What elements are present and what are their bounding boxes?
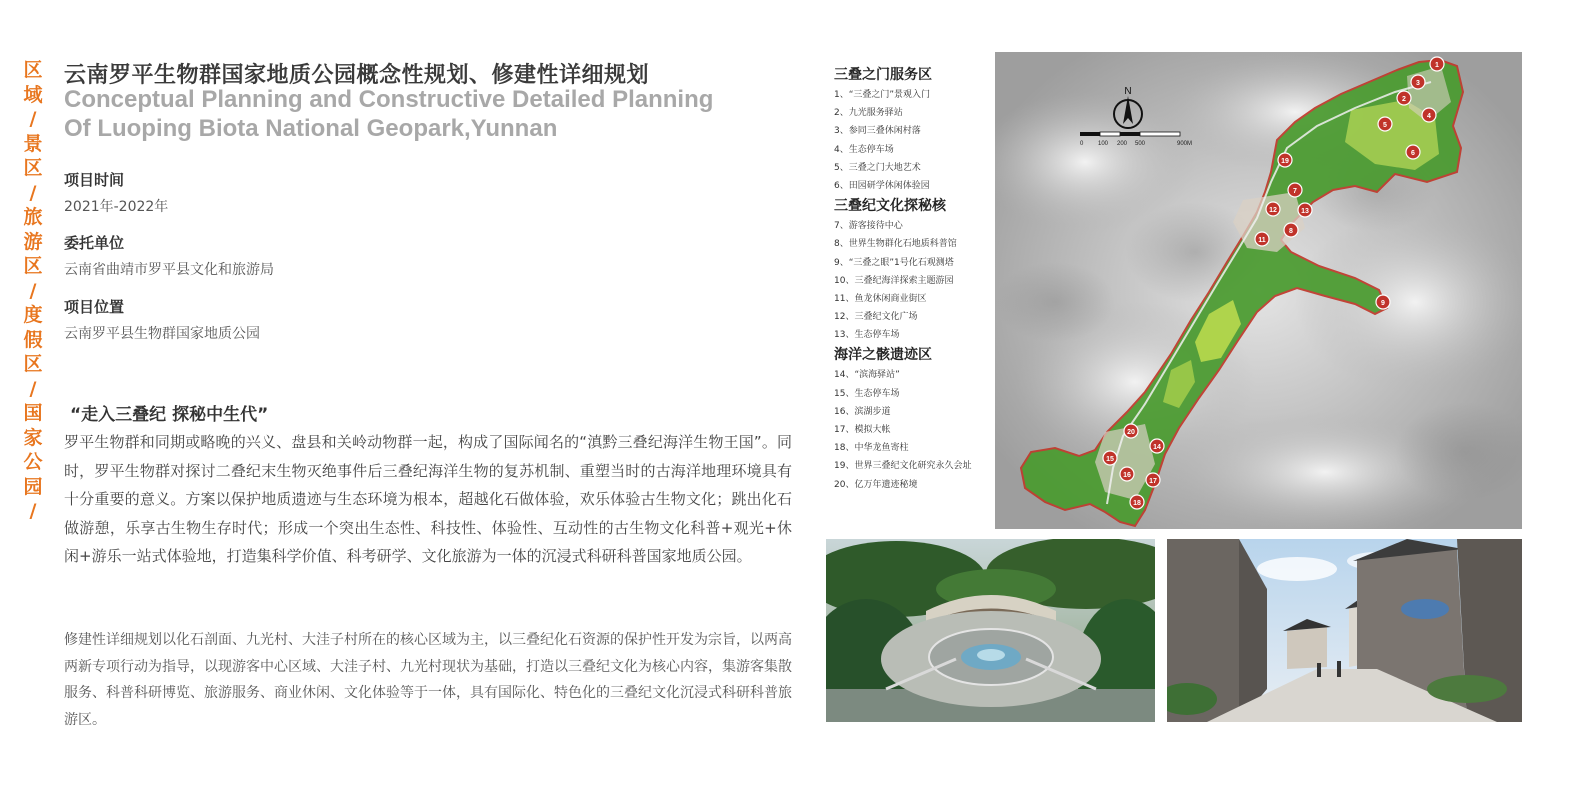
map-marker	[1378, 117, 1392, 131]
map-marker	[1298, 203, 1312, 217]
client-value: 云南省曲靖市罗平县文化和旅游局	[64, 262, 274, 278]
side-tag-char: 游	[23, 230, 43, 253]
location-label: 项目位置	[64, 298, 125, 316]
legend-item: 3、参同三叠休闲村落	[834, 126, 921, 137]
side-tag-char: 旅	[23, 206, 43, 228]
side-tag-char: 区	[23, 157, 43, 179]
side-tag-char: 区	[23, 255, 43, 277]
map-marker	[1255, 232, 1269, 246]
map-marker-label: 14	[1153, 444, 1161, 451]
side-tag-char: 假	[23, 328, 43, 351]
side-tag-char: 区	[23, 353, 43, 375]
map-marker-label: 19	[1281, 158, 1289, 165]
slogan: “走入三叠纪 探秘中生代”	[70, 405, 269, 425]
scale-label: 200	[1117, 141, 1128, 147]
location-value: 云南罗平县生物群国家地质公园	[64, 326, 260, 342]
side-tag-char: 域	[23, 83, 43, 106]
scale-label: 0	[1080, 141, 1084, 147]
map-marker-label: 5	[1383, 122, 1387, 129]
legend-item: 8、世界生物群化石地质科普馆	[834, 239, 957, 250]
legend-item: 20、亿万年遗迹秘境	[834, 479, 918, 490]
legend-item: 9、“三叠之眼”1号化石观测塔	[834, 257, 954, 268]
map-marker	[1284, 223, 1298, 237]
map-marker	[1288, 183, 1302, 197]
map-marker-label: 12	[1269, 207, 1277, 214]
legend-item: 11、鱼龙休闲商业街区	[834, 293, 927, 304]
side-tag-char: 度	[23, 304, 43, 326]
side-tag-char: 园	[23, 475, 43, 498]
title-english-line-1: Conceptual Planning and Constructive Detailed Planning	[64, 86, 714, 113]
side-tag-char: 公	[23, 451, 43, 473]
legend-item: 17、模拟大帐	[834, 425, 891, 435]
map-marker	[1411, 75, 1425, 89]
legend-group-title: 三叠之门服务区	[834, 67, 932, 83]
map-marker-label: 9	[1381, 300, 1385, 307]
map-marker-label: 13	[1301, 208, 1309, 215]
map-marker	[1146, 473, 1160, 487]
map-marker	[1422, 108, 1436, 122]
legend-item: 12、三叠纪文化广场	[834, 312, 918, 323]
map-marker-label: 2	[1402, 96, 1406, 103]
legend-group-title: 三叠纪文化探秘核	[834, 198, 946, 215]
side-tag-char: 区	[23, 59, 43, 81]
village-street-render	[1167, 539, 1522, 722]
legend-group-title: 海洋之骸遗迹区	[834, 347, 932, 364]
map-marker-label: 4	[1427, 113, 1431, 120]
page-title-english	[64, 86, 713, 143]
map-marker-label: 6	[1411, 150, 1415, 157]
legend-item: 10、三叠纪海洋探索主题游园	[834, 275, 954, 286]
map-marker	[1150, 439, 1164, 453]
side-tag-char: /	[29, 500, 37, 522]
legend-item: 13、生态停车场	[834, 330, 900, 341]
map-marker-label: 7	[1293, 188, 1297, 195]
legend-item: 14、“滨海驿站”	[834, 370, 900, 381]
visitor-center-render-graphic	[826, 539, 1155, 722]
side-tag-char: 景	[23, 132, 43, 155]
map-legend	[834, 64, 994, 494]
side-tag-char: 国	[23, 402, 43, 424]
client-label: 委托单位	[64, 234, 125, 252]
map-marker	[1124, 424, 1138, 438]
legend-item: 5、三叠之门大地艺术	[834, 162, 921, 173]
side-category-tag	[22, 58, 44, 524]
side-tag-char: /	[29, 377, 37, 400]
map-marker-label: 3	[1416, 80, 1420, 87]
side-tag-char: 家	[23, 426, 43, 449]
map-marker-label: 18	[1133, 500, 1141, 507]
legend-item: 6、田园研学休闲体验园	[834, 180, 930, 191]
map-marker	[1266, 202, 1280, 216]
visitor-center-aerial-render	[826, 539, 1155, 722]
map-marker-label: 1	[1435, 62, 1439, 69]
map-marker	[1406, 145, 1420, 159]
map-marker-label: 17	[1149, 478, 1157, 485]
master-plan-map	[995, 52, 1522, 529]
page-title: 云南罗平生物群国家地质公园概念性规划、修建性详细规划	[64, 63, 650, 88]
map-marker	[1130, 495, 1144, 509]
map-marker	[1376, 295, 1390, 309]
village-street-render-graphic	[1167, 539, 1522, 722]
map-marker	[1430, 57, 1444, 71]
map-marker-label: 15	[1106, 456, 1114, 463]
map-marker	[1278, 153, 1292, 167]
legend-item: 2、九光服务驿站	[834, 108, 903, 119]
legend-item: 4、生态停车场	[834, 144, 894, 155]
map-marker-label: 8	[1289, 228, 1293, 235]
legend-item: 7、游客接待中心	[834, 221, 903, 232]
project-time-value: 2021年-2022年	[64, 199, 169, 215]
legend-item: 16、滨湖步道	[834, 406, 891, 417]
scale-label: 500	[1135, 141, 1146, 147]
north-label: N	[1124, 86, 1132, 97]
legend-item: 18、中华龙鱼寄柱	[834, 443, 909, 454]
legend-item: 19、世界三叠纪文化研究永久会址	[834, 461, 972, 472]
title-english-line-2: Of Luoping Biota National Geopark,Yunnan	[64, 114, 558, 142]
side-tag-char: /	[29, 181, 37, 204]
map-marker-label: 11	[1258, 237, 1266, 244]
legend-item: 1、“三叠之门”景观入门	[834, 90, 931, 100]
scale-label: 900M	[1177, 141, 1193, 147]
side-tag-char: /	[29, 108, 37, 130]
map-marker	[1120, 467, 1134, 481]
intro-paragraph: 罗平生物群和同期或略晚的兴义、盘县和关岭动物群一起，构成了国际闻名的“滇黔三叠纪海洋生物王国”。同时，罗平生物群对探讨二叠纪末生物灭绝事件后三叠纪海洋生物的复苏机制、重塑当时的古海洋地理环境具有十分重要的意义。方案以保护地质遗迹与生态环境为根本，超越化石做体验，欢乐体验古生物文化；跳出化石做游憩，乐享古生物生存时代；形成一个突出生态性、科技性、体验性、互动性的古生物文化科普+观光+休闲+游乐一站式体验地，打造集科学价值、科考研学、文化旅游为一体的沉浸式科研科普国家地质公园。	[64, 433, 792, 565]
legend-item: 15、生态停车场	[834, 388, 900, 399]
detail-paragraph: 修建性详细规划以化石剖面、九光村、大洼子村所在的核心区域为主，以三叠纪化石资源的保护性开发为宗旨，以两高两新专项行动为指导，以现游客中心区域、大洼子村、九光村现状为基础，打造以三叠纪文化为核心内容，集游客集散服务、科普科研博览、旅游服务、商业休闲、文化体验等于一体，具有国际化、特色化的三叠纪文化沉浸式科研科普旅游区。	[64, 632, 792, 728]
project-time-label: 项目时间	[64, 171, 125, 189]
map-marker	[1397, 91, 1411, 105]
side-tag-char: /	[29, 279, 37, 302]
map-marker-label: 16	[1123, 472, 1131, 479]
map-marker	[1103, 451, 1117, 465]
scale-label: 100	[1098, 141, 1109, 147]
master-plan-map-graphic	[995, 52, 1522, 529]
map-marker-label: 20	[1127, 429, 1135, 436]
